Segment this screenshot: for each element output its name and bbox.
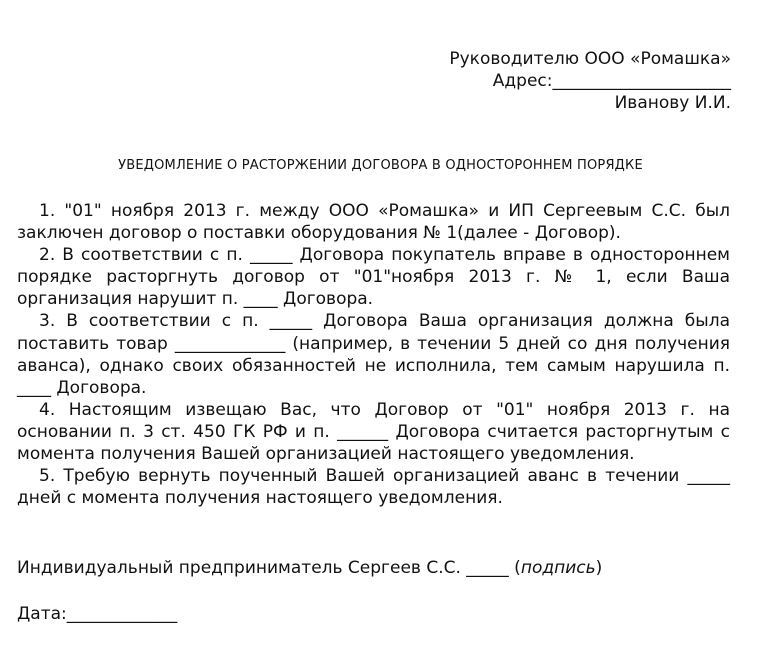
signature-text: Индивидуальный предприниматель Сергеев С.С. _____ ( xyxy=(17,558,521,578)
recipient-line-1: Руководителю ООО «Ромашка» xyxy=(449,49,731,69)
paragraph-1: 1. "01" ноября 2013 г. между ООО «Ромашка» и ИП Сергеевым С.С. был заключен договор о поставки оборудования № 1(далее - Договор). xyxy=(17,201,730,244)
paragraph-3: 3. В соответствии с п. _____ Договора Ваша организация должна была поставить товар _____________ (например, в течении 5 дней со дня получения аванса), однако своих обязанностей не исполнила, тем самым нарушила п. ____ Договора. xyxy=(17,311,730,398)
date-line: Дата:_____________ xyxy=(17,604,178,624)
paragraph-5: 5. Требую вернуть поученный Вашей организацией аванс в течении _____ дней с момента получения настоящего уведомления. xyxy=(17,466,730,509)
paragraph-4: 4. Настоящим извещаю Вас, что Договор от "01" ноября 2013 г. на основании п. 3 ст. 450 ГК РФ и п. ______ Договора считается расторгнутым с момента получения Вашей организацией настоящего уведомления. xyxy=(17,399,730,465)
paragraph-2: 2. В соответствии с п. _____ Договора покупатель вправе в одностороннем порядке расторгнуть договор от "01"ноября 2013 г. № 1, если Ваша организация нарушит п. ____ Договора. xyxy=(17,245,730,310)
document-body xyxy=(17,200,730,509)
signature-line xyxy=(17,558,602,578)
signature-label: подпись xyxy=(520,558,596,578)
document-title: УВЕДОМЛЕНИЕ О РАСТОРЖЕНИИ ДОГОВОРА В ОДНОСТОРОННЕМ ПОРЯДКЕ xyxy=(118,158,643,173)
recipient-address: Адрес:_____________________ xyxy=(492,71,731,91)
recipient-name: Иванову И.И. xyxy=(614,93,731,113)
signature-close: ) xyxy=(595,558,603,578)
